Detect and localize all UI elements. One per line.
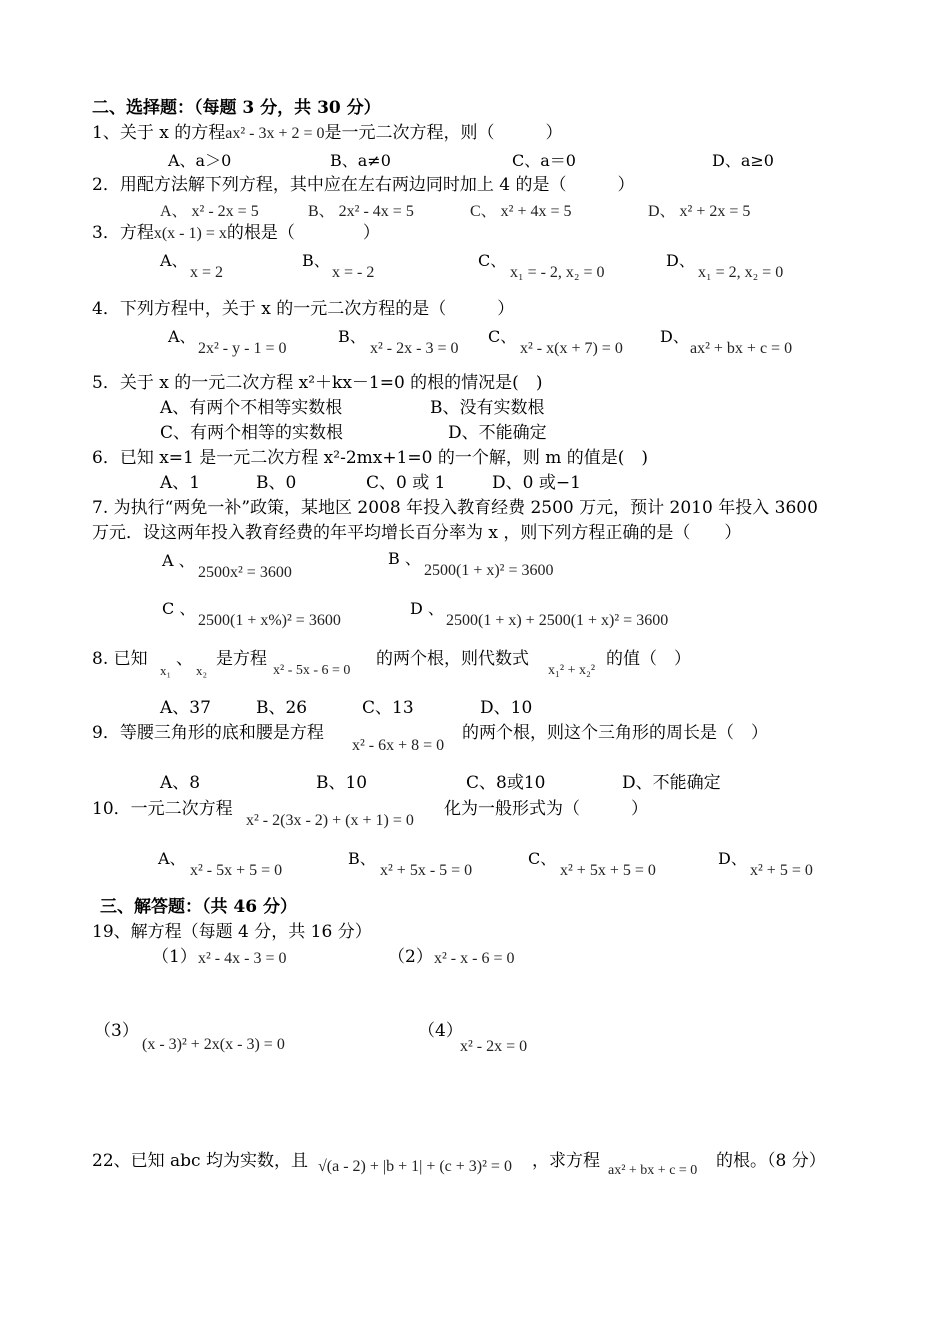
part-3-label: （3） bbox=[94, 1021, 139, 1041]
option-a: A、a＞0 bbox=[168, 151, 232, 170]
option-c-equation: x² + 5x + 5 = 0 bbox=[560, 862, 656, 879]
option-d-label: D 、 bbox=[410, 599, 444, 618]
option-c: C、有两个相等的实数根 bbox=[160, 423, 344, 443]
root-x2: x₂ bbox=[196, 663, 208, 678]
question-4: 4．下列方程中，关于 x 的一元二次方程的是（ ） bbox=[92, 299, 515, 319]
option-d-equation: ax² + bx + c = 0 bbox=[690, 340, 793, 357]
option-d: D、a≥0 bbox=[712, 151, 774, 170]
option-a: A、有两个不相等实数根 bbox=[160, 398, 343, 418]
option-a-equation: x² - 5x + 5 = 0 bbox=[190, 862, 283, 879]
option-d: D、10 bbox=[480, 698, 533, 718]
option-c: C、 x² + 4x = 5 bbox=[470, 203, 572, 220]
root-x1: x₁ bbox=[160, 663, 172, 678]
option-a: A、1 bbox=[160, 473, 201, 493]
option-c: C、a＝0 bbox=[512, 151, 576, 170]
option-c: C、13 bbox=[362, 698, 414, 718]
option-d-equation: 2500(1 + x) + 2500(1 + x)² = 3600 bbox=[446, 612, 669, 629]
option-b: B、没有实数根 bbox=[430, 398, 545, 418]
question-19: 19、解方程（每题 4 分，共 16 分） bbox=[92, 922, 372, 942]
question-22: 22、已知 abc 均为实数，且 bbox=[92, 1151, 308, 1171]
equation: x² - 6x + 8 = 0 bbox=[352, 737, 445, 754]
option-b-equation: x = - 2 bbox=[332, 264, 375, 281]
question-8-text: 的两个根，则代数式 bbox=[376, 649, 529, 669]
option-c-equation: x² - x(x + 7) = 0 bbox=[520, 340, 623, 357]
equation: ax² + bx + c = 0 bbox=[608, 1163, 698, 1178]
question-6: 6．已知 x=1 是一元二次方程 x²-2mx+1=0 的一个解，则 m 的值是( ) bbox=[92, 448, 649, 468]
option-b-label: B、 bbox=[302, 251, 330, 270]
option-a: A、37 bbox=[160, 698, 211, 718]
part-4-equation: x² - 2x = 0 bbox=[460, 1038, 528, 1055]
option-c: C、8或10 bbox=[466, 773, 546, 793]
option-d-label: D、 bbox=[718, 849, 747, 868]
option-d: D、 x² + 2x = 5 bbox=[648, 203, 751, 220]
part-1-label: （1） bbox=[152, 947, 197, 967]
question-7-line2: 万元．设这两年投入教育经费的年平均增长百分率为 x ，则下列方程正确的是（ ） bbox=[92, 523, 742, 543]
option-d-equation: x² + 5 = 0 bbox=[750, 862, 813, 879]
option-b-equation: 2500(1 + x)² = 3600 bbox=[424, 562, 554, 579]
question-10: 10．一元二次方程 bbox=[92, 799, 233, 819]
question-9-text: 的两个根，则这个三角形的周长是（ ） bbox=[462, 723, 768, 743]
option-a-equation: 2500x² = 3600 bbox=[198, 564, 292, 581]
question-8-text: 是方程 bbox=[216, 649, 267, 669]
option-b: B、0 bbox=[256, 473, 297, 493]
option-b: B、26 bbox=[256, 698, 308, 718]
option-b-label: B、 bbox=[338, 327, 366, 346]
part-1-equation: x² - 4x - 3 = 0 bbox=[198, 950, 287, 967]
separator: 、 bbox=[176, 649, 193, 669]
option-c-label: C、 bbox=[478, 251, 507, 270]
part-2-equation: x² - x - 6 = 0 bbox=[434, 950, 515, 967]
option-c-equation: 2500(1 + x%)² = 3600 bbox=[198, 612, 341, 629]
option-a: A、 x² - 2x = 5 bbox=[160, 203, 259, 220]
section-title: 三、解答题：（共 46 分） bbox=[100, 897, 297, 917]
option-a-label: A 、 bbox=[162, 551, 195, 570]
option-a-equation: 2x² - y - 1 = 0 bbox=[198, 340, 287, 357]
option-d: D、不能确定 bbox=[448, 423, 547, 443]
condition-expression: √(a - 2) + |b + 1| + (c + 3)² = 0 bbox=[318, 1158, 512, 1175]
question-22-text: ，求方程 bbox=[532, 1151, 600, 1171]
equation: ax² - 3x + 2 = 0 bbox=[225, 125, 325, 142]
question-8-text: 的值（ ） bbox=[606, 649, 691, 669]
expression: x₁² + x₂² bbox=[548, 663, 596, 678]
option-a-label: A、 bbox=[158, 849, 186, 868]
question-3: 3．方程x(x - 1) = x的根是（ ） bbox=[92, 223, 380, 243]
part-4-label: （4） bbox=[418, 1021, 463, 1041]
option-b: B、 2x² - 4x = 5 bbox=[308, 203, 414, 220]
option-d: D、不能确定 bbox=[622, 773, 721, 793]
option-a-label: A、 bbox=[168, 327, 196, 346]
option-a-equation: x = 2 bbox=[190, 264, 224, 281]
equation: x² - 2(3x - 2) + (x + 1) = 0 bbox=[246, 812, 414, 829]
option-b: B、10 bbox=[316, 773, 368, 793]
option-d-equation: x₁ = 2, x₂ = 0 bbox=[698, 264, 784, 281]
option-b-equation: x² - 2x - 3 = 0 bbox=[370, 340, 459, 357]
question-22-text: 的根。（8 分） bbox=[716, 1151, 826, 1171]
option-c-label: C 、 bbox=[162, 599, 196, 618]
question-10-text: 化为一般形式为（ ） bbox=[444, 799, 648, 819]
option-d: D、0 或−1 bbox=[492, 473, 581, 493]
option-d-label: D、 bbox=[666, 251, 695, 270]
option-b: B、a≠0 bbox=[330, 151, 391, 170]
equation: x(x - 1) = x bbox=[153, 225, 227, 242]
option-c-equation: x₁ = - 2, x₂ = 0 bbox=[510, 264, 605, 281]
option-c-label: C、 bbox=[528, 849, 557, 868]
option-a-label: A、 bbox=[160, 251, 188, 270]
option-d-label: D、 bbox=[660, 327, 689, 346]
option-c-label: C、 bbox=[488, 327, 517, 346]
question-5: 5．关于 x 的一元二次方程 x²＋kx－1=0 的根的情况是( ) bbox=[92, 373, 543, 393]
question-9: 9．等腰三角形的底和腰是方程 bbox=[92, 723, 324, 743]
option-b-label: B 、 bbox=[388, 549, 421, 568]
question-7-line1: 7. 为执行“两免一补”政策，某地区 2008 年投入教育经费 2500 万元，预计 2010 年投入 3600 bbox=[92, 498, 818, 518]
part-2-label: （2） bbox=[388, 947, 433, 967]
option-b-equation: x² + 5x - 5 = 0 bbox=[380, 862, 473, 879]
part-3-equation: (x - 3)² + 2x(x - 3) = 0 bbox=[142, 1036, 285, 1053]
option-a: A、8 bbox=[160, 773, 201, 793]
question-8: 8. 已知 bbox=[92, 649, 148, 669]
equation: x² - 5x - 6 = 0 bbox=[273, 663, 351, 678]
question-1: 1、关于 x 的方程ax² - 3x + 2 = 0是一元二次方程，则（ ） bbox=[92, 123, 563, 143]
option-c: C、0 或 1 bbox=[366, 473, 446, 493]
question-2: 2．用配方法解下列方程，其中应在左右两边同时加上 4 的是（ ） bbox=[92, 175, 635, 195]
section-title: 二、选择题：（每题 3 分，共 30 分） bbox=[92, 98, 381, 118]
option-b-label: B、 bbox=[348, 849, 376, 868]
